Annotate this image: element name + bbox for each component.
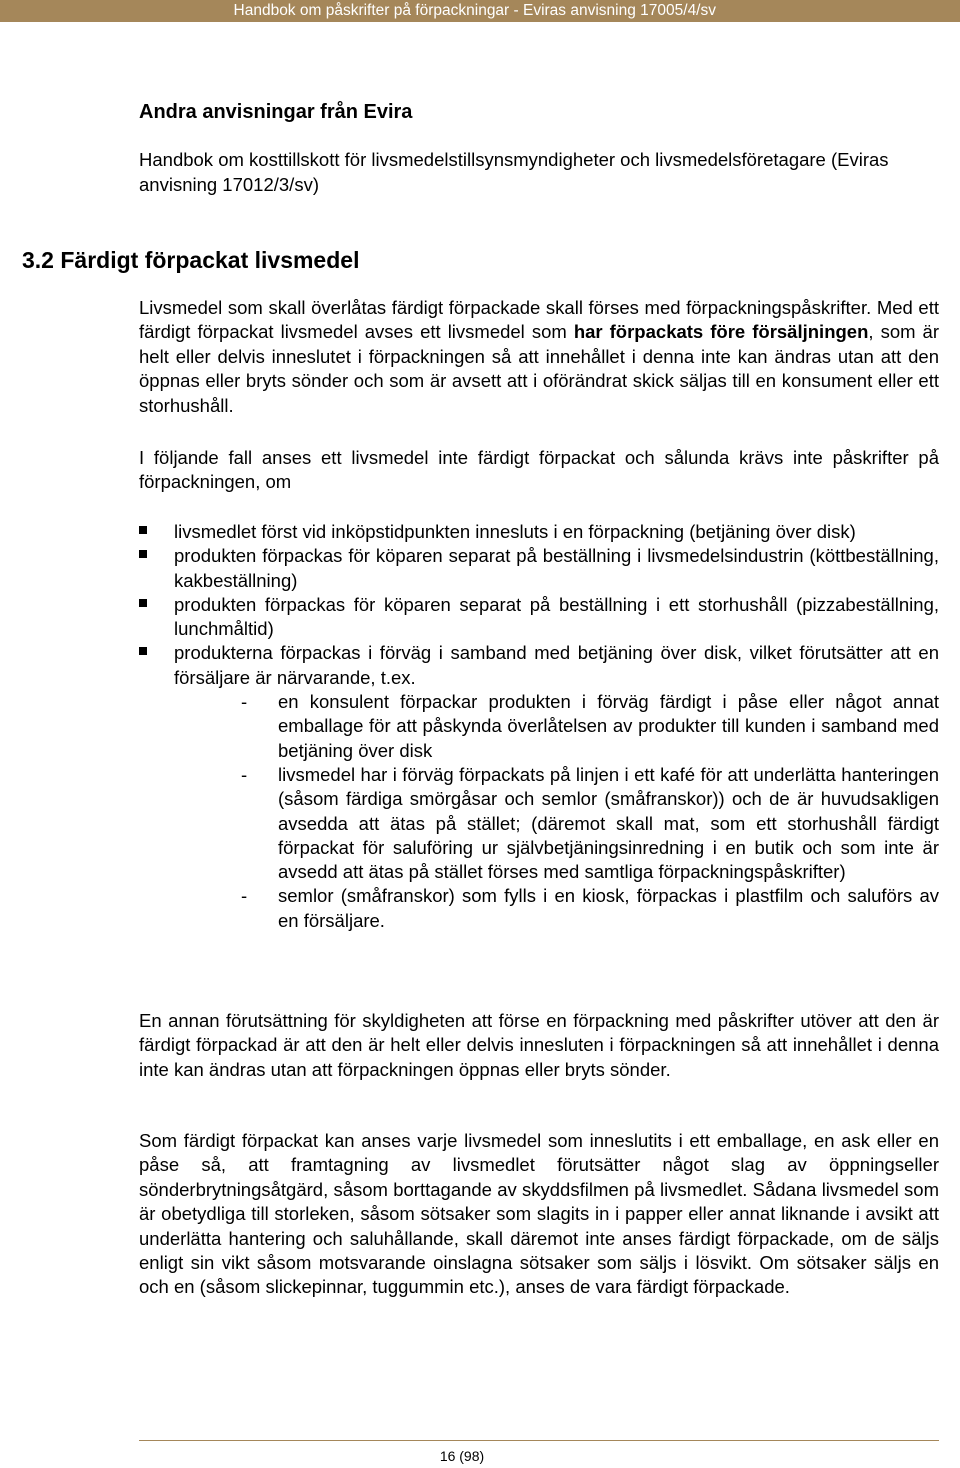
page-number: 16 (98) (439, 1448, 485, 1464)
list-item (139, 520, 939, 544)
square-bullet-icon (139, 647, 147, 655)
sub-list-item (174, 884, 939, 933)
sub-list (174, 690, 939, 933)
sub-list-item-text: semlor (småfranskor) som fylls i en kiosk, förpackas i plastfilm och saluförs av en försäljare. (278, 885, 939, 931)
definition-rest: , som är helt eller delvis inneslutet i förpackningen så att innehållet i denna inte kan ändras utan att den öppnas eller bryts sönder och som är avsett att i oförändrat skick säljas till en konsument eller ett storhushåll. (139, 321, 939, 416)
exceptions-list (139, 520, 939, 933)
square-bullet-icon (139, 550, 147, 558)
definition-intro: Livsmedel som skall överlåtas färdigt förpackade skall förses med förpackningspåskrifter. Med ett färdigt förpackat livsmedel avses ett livsmedel som (139, 297, 939, 343)
examples-paragraph: Som färdigt förpackat kan anses varje livsmedel som inneslutits i ett emballage, en ask eller en påse så, att framtagning av livsmedlet förutsätter något slag av öppningseller sönderbrytningsåtgärd, såsom borttagande av skyddsfilmen på livsmedlet. Sådana livsmedel som är obetydliga till storleken, såsom sötsaker som slagits in i papper eller annat liknande i avsikt att underlätta hantering och saluhållande, skall däremot inte anses färdigt förpackade, om de säljs enligt sin vikt såsom motsvarande oinslagna sötsaker som säljs i lösvikt. Om sötsaker säljs en och en (såsom slickepinnar, tuggummin etc.), anses de vara färdigt förpackade. (139, 1130, 939, 1298)
dash-marker: - (241, 691, 248, 713)
other-instructions-reference: Handbok om kosttillskott för livsmedelstillsynsmyndigheter och livsmedelsföretagare (Eviras anvisning 17012/3/sv) (139, 149, 889, 195)
list-item-text: produkterna förpackas i förväg i samband med betjäning över disk, vilket förutsätter att en försäljare är närvarande, t.ex. (174, 642, 939, 688)
list-item-text: produkten förpackas för köparen separat på beställning i ett storhushåll (pizzabeställning, lunchmåltid) (174, 593, 939, 640)
list-item-text: produkten förpackas för köparen separat på beställning i livsmedelsindustrin (köttbeställning, kakbeställning) (174, 545, 939, 591)
square-bullet-icon (139, 526, 147, 534)
page-header-bar (0, 0, 960, 22)
footer-divider (139, 1440, 939, 1441)
dash-marker: - (241, 763, 248, 785)
definition-paragraph (139, 296, 939, 418)
list-item (139, 593, 939, 642)
square-bullet-icon (139, 599, 147, 607)
page-header-text: Handbok om påskrifter på förpackningar - Eviras anvisning 17005/4/sv (233, 2, 716, 19)
dash-marker: - (241, 885, 248, 907)
sub-list-item-text: en konsulent förpackar produkten i förväg färdigt i påse eller något annat emballage för att påskynda överlåtelsen av produkter till kunden i samband med betjäning över disk (278, 691, 939, 761)
definition-bold-term: har förpackats före försäljningen (573, 321, 869, 343)
sub-list-item (174, 690, 939, 763)
section-heading: 3.2 Färdigt förpackat livsmedel (22, 247, 360, 273)
sub-list-item (174, 763, 939, 884)
list-item (139, 544, 939, 593)
sub-list-item-text: livsmedel har i förväg förpackats på linjen i ett kafé för att underlätta hanteringen (såsom färdiga smörgåsar och semlor (småfranskor)) och de är huvudsakligen avsedda att ätas på stället; (däremot skall mat, som ett storhushåll färdigt förpackat för saluföring ur självbetjäningsinredning i en butik och som inte är avsedd att ätas på stället förses med samtliga förpackningspåskrifter) (278, 763, 939, 883)
precondition-paragraph: En annan förutsättning för skyldigheten att förse en förpackning med påskrifter utöver att den är färdigt förpackad är att den är helt eller delvis innesluten i förpackningen så att innehållet i denna inte kan ändras utan att förpackningen öppnas eller bryts sönder. (139, 1010, 939, 1080)
other-instructions-heading: Andra anvisningar från Evira (139, 101, 413, 123)
exceptions-intro-paragraph: I följande fall anses ett livsmedel inte färdigt förpackat och sålunda krävs inte påskrifter på förpackningen, om (139, 447, 939, 493)
list-item-text: livsmedlet först vid inköpstidpunkten innesluts i en förpackning (betjäning över disk) (174, 521, 856, 542)
list-item (139, 641, 939, 933)
